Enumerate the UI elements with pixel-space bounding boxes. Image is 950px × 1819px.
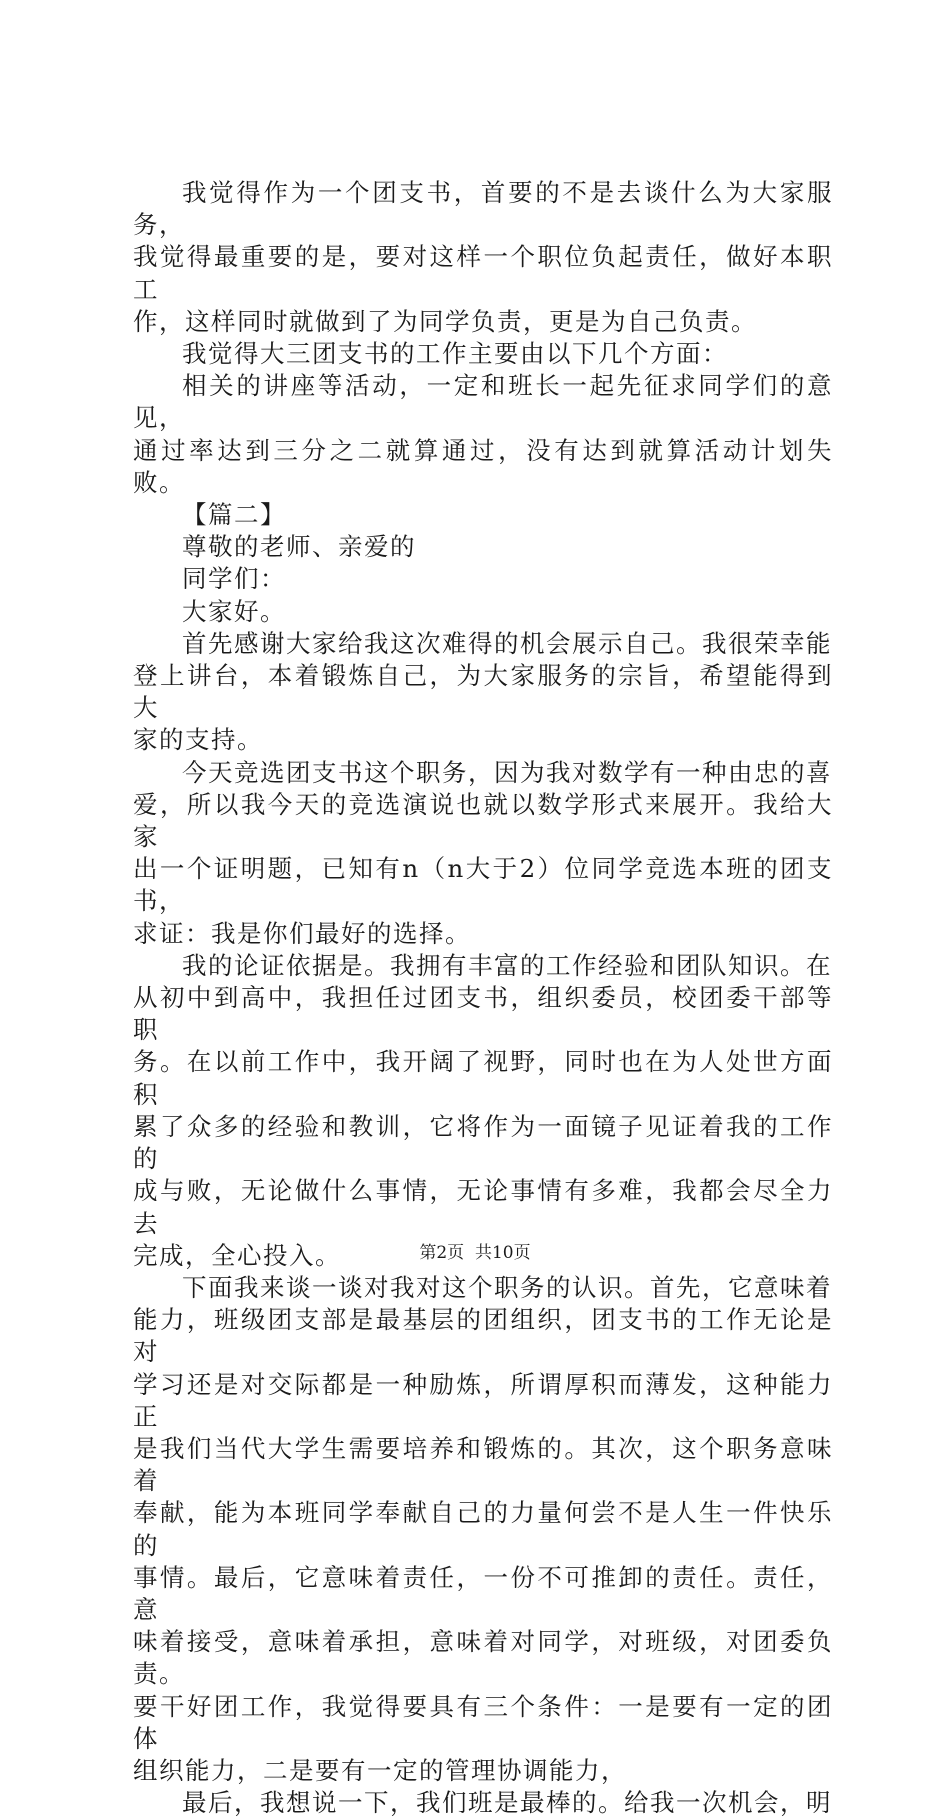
paragraph: 我觉得大三团支书的工作主要由以下几个方面： bbox=[182, 339, 728, 369]
page-number-footer: 第2页 共10页 bbox=[419, 1243, 531, 1263]
paragraph: 下面我来谈一谈对我对这个职务的认识。首先，它意味着 能力，班级团支部是最基层的团组织，团支书的工作无论是对 学习还是对交际都是一种励炼，所谓厚积而薄发，这种能力正 是我们当代大学生需要培养和锻炼的。其次，这个职务意味着 奉献，能为本班同学奉献自己的力量何尝不是人生一件快乐的 事情。最后，它意味着责任，一份不可推卸的责任。责任，意 味着接受，意味着承担，意味着对同学，对班级，对团委负责。 要干好团工作，我觉得要具有三个条件：一是要有一定的团体 组织能力，二是要有一定的管理协调能力， bbox=[133, 1272, 833, 1785]
document-body bbox=[133, 177, 833, 1819]
paragraph: 首先感谢大家给我这次难得的机会展示自己。我很荣幸能 登上讲台，本着锻炼自己，为大家服务的宗旨，希望能得到大 家的支持。 bbox=[133, 628, 833, 755]
salutation: 同学们： bbox=[182, 564, 286, 594]
paragraph: 我觉得作为一个团支书，首要的不是去谈什么为大家服务， 我觉得最重要的是，要对这样一个职位负起责任，做好本职工 作，这样同时就做到了为同学负责，更是为自己负责。 bbox=[133, 178, 833, 336]
section-heading: 【篇二】 bbox=[182, 500, 286, 530]
paragraph: 今天竞选团支书这个职务，因为我对数学有一种由忠的喜 爱，所以我今天的竞选演说也就以数学形式来展开。我给大家 出一个证明题，已知有n（n大于2）位同学竞选本班的团支书， 求证：我是你们最好的选择。 bbox=[133, 757, 833, 948]
paragraph: 最后，我想说一下，我们班是最棒的。给我一次机会，明 bbox=[182, 1788, 832, 1818]
paragraph: 我的论证依据是。我拥有丰富的工作经验和团队知识。在 从初中到高中，我担任过团支书，组织委员，校团委干部等职 务。在以前工作中，我开阔了视野，同时也在为人处世方面积 累了众多的经验和教训，它将作为一面镜子见证着我的工作的 成与败，无论做什么事情，无论事情有多难，我都会尽全力去 完成，全心投入。 bbox=[133, 950, 833, 1270]
salutation: 尊敬的老师、亲爱的 bbox=[182, 532, 416, 562]
greeting: 大家好。 bbox=[182, 596, 286, 626]
paragraph: 相关的讲座等活动，一定和班长一起先征求同学们的意见， 通过率达到三分之二就算通过，没有达到就算活动计划失败。 bbox=[133, 371, 833, 497]
